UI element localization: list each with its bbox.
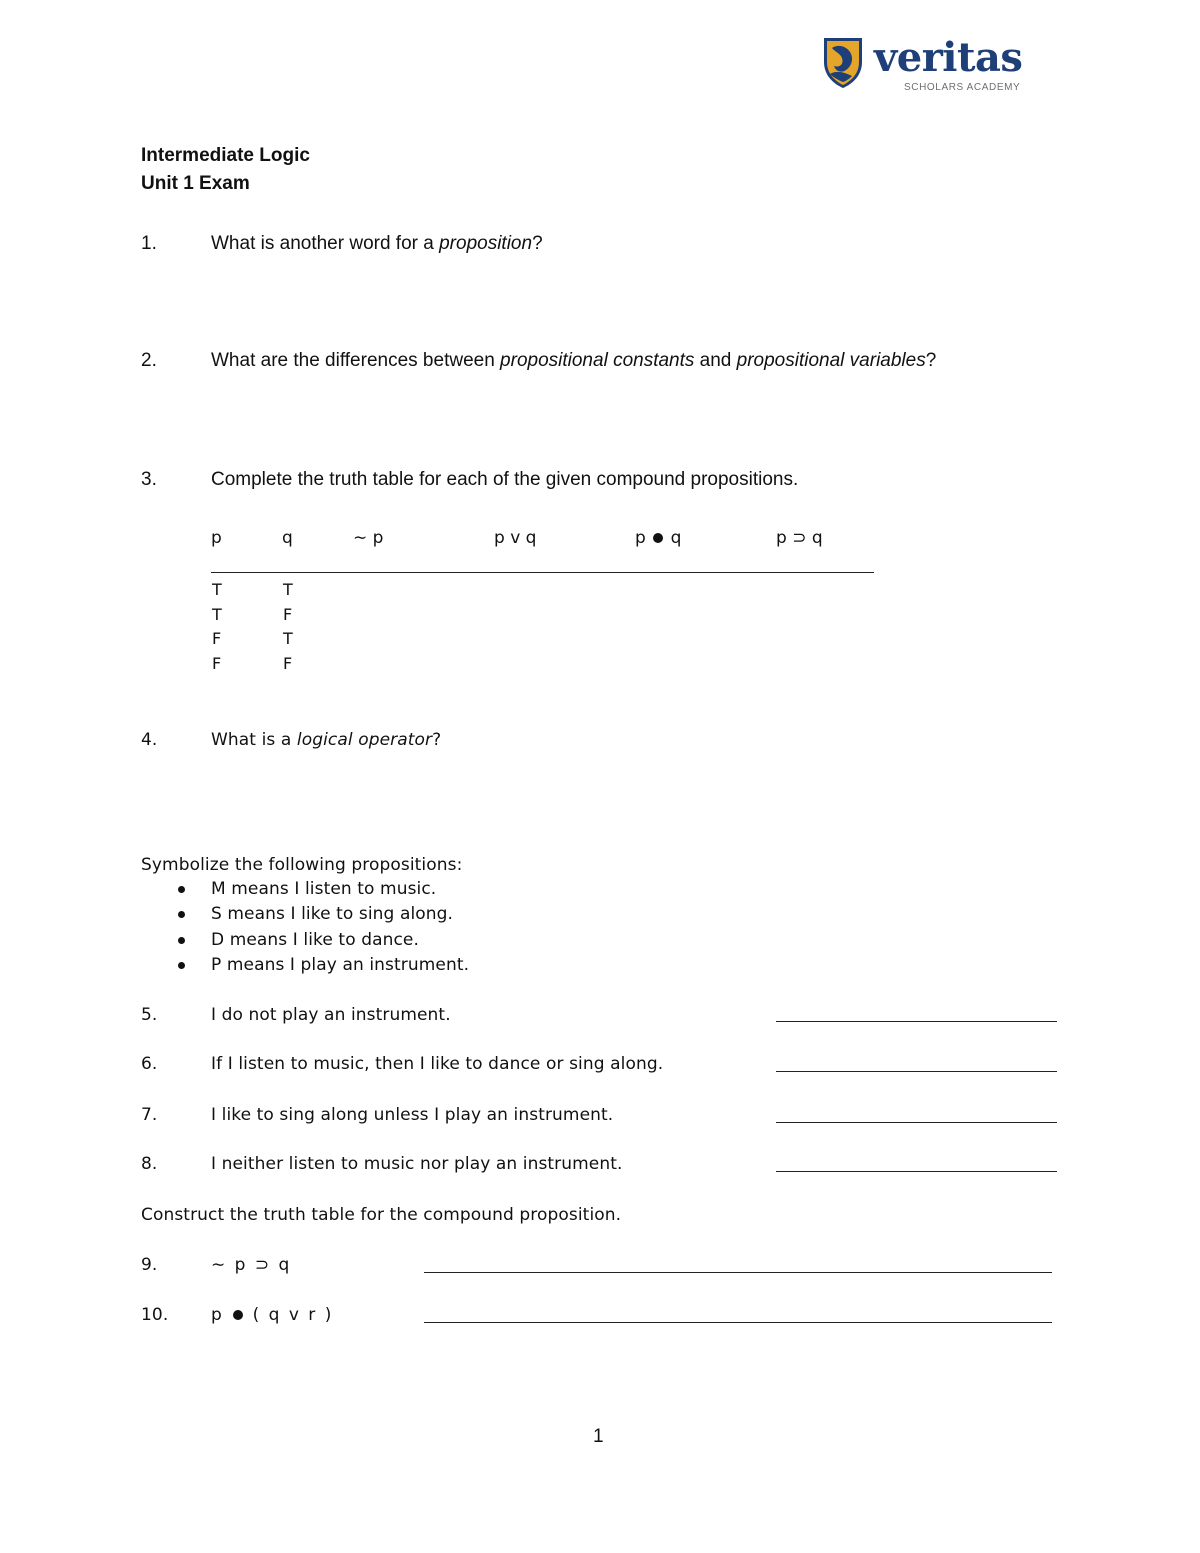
q10-number: 10. bbox=[141, 1305, 169, 1325]
q2-text: What are the differences between propositional constants and propositional variables? bbox=[211, 350, 937, 371]
tt-row-3-q: T bbox=[283, 629, 293, 648]
and-dot-icon bbox=[653, 533, 663, 543]
q10-expression: p ( q v r ) bbox=[211, 1305, 334, 1325]
q3-number: 3. bbox=[141, 469, 157, 490]
q6-answer-line[interactable] bbox=[776, 1071, 1057, 1072]
q8-answer-line[interactable] bbox=[776, 1171, 1057, 1172]
shield-icon bbox=[822, 36, 864, 90]
q5-text: I do not play an instrument. bbox=[211, 1005, 451, 1025]
tt-header-q: q bbox=[282, 528, 293, 548]
q5-number: 5. bbox=[141, 1005, 158, 1025]
symbol-item-d: D means I like to dance. bbox=[211, 930, 419, 950]
symbolize-intro: Symbolize the following propositions: bbox=[141, 855, 463, 875]
q1-number: 1. bbox=[141, 233, 157, 254]
bullet-icon bbox=[178, 937, 185, 944]
construct-intro: Construct the truth table for the compound proposition. bbox=[141, 1205, 622, 1225]
tt-row-1-q: T bbox=[283, 580, 293, 599]
q1-text: What is another word for a proposition? bbox=[211, 233, 543, 254]
q4-text: What is a logical operator? bbox=[211, 730, 442, 750]
tt-header-p-implies-q: p ⊃ q bbox=[776, 528, 823, 548]
bullet-icon bbox=[178, 962, 185, 969]
q3-text: Complete the truth table for each of the given compound propositions. bbox=[211, 469, 799, 490]
q5-answer-line[interactable] bbox=[776, 1021, 1057, 1022]
q2-number: 2. bbox=[141, 350, 157, 371]
course-title: Intermediate Logic bbox=[141, 145, 310, 166]
tt-row-3-p: F bbox=[212, 629, 222, 648]
q4-number: 4. bbox=[141, 730, 158, 750]
q8-number: 8. bbox=[141, 1154, 158, 1174]
logo bbox=[822, 34, 1037, 96]
tt-header-p-or-q: p v q bbox=[494, 528, 537, 548]
bullet-icon bbox=[178, 911, 185, 918]
q9-expression: ∼ p ⊃ q bbox=[211, 1255, 292, 1275]
q7-text: I like to sing along unless I play an instrument. bbox=[211, 1105, 614, 1125]
symbol-item-s: S means I like to sing along. bbox=[211, 904, 454, 924]
and-dot-icon bbox=[233, 1310, 243, 1320]
bullet-icon bbox=[178, 886, 185, 893]
q10-answer-line[interactable] bbox=[424, 1322, 1052, 1323]
page-number: 1 bbox=[593, 1426, 604, 1447]
logo-subtitle: SCHOLARS ACADEMY bbox=[904, 82, 1021, 93]
q6-text: If I listen to music, then I like to dance or sing along. bbox=[211, 1054, 664, 1074]
tt-row-4-q: F bbox=[283, 654, 293, 673]
q7-number: 7. bbox=[141, 1105, 158, 1125]
exam-title: Unit 1 Exam bbox=[141, 173, 250, 194]
logo-wordmark: veritas bbox=[874, 34, 1023, 81]
tt-header-p: p bbox=[211, 528, 222, 548]
tt-header-rule bbox=[211, 572, 874, 573]
symbol-item-p: P means I play an instrument. bbox=[211, 955, 470, 975]
q8-text: I neither listen to music nor play an instrument. bbox=[211, 1154, 623, 1174]
tt-row-1-p: T bbox=[212, 580, 222, 599]
tt-row-2-p: T bbox=[212, 605, 222, 624]
tt-header-p-and-q: p q bbox=[635, 528, 682, 548]
q9-number: 9. bbox=[141, 1255, 158, 1275]
tt-header-not-p: ∼ p bbox=[353, 528, 384, 548]
symbol-item-m: M means I listen to music. bbox=[211, 879, 437, 899]
q9-answer-line[interactable] bbox=[424, 1272, 1052, 1273]
tt-row-4-p: F bbox=[212, 654, 222, 673]
q7-answer-line[interactable] bbox=[776, 1122, 1057, 1123]
q6-number: 6. bbox=[141, 1054, 158, 1074]
tt-row-2-q: F bbox=[283, 605, 293, 624]
